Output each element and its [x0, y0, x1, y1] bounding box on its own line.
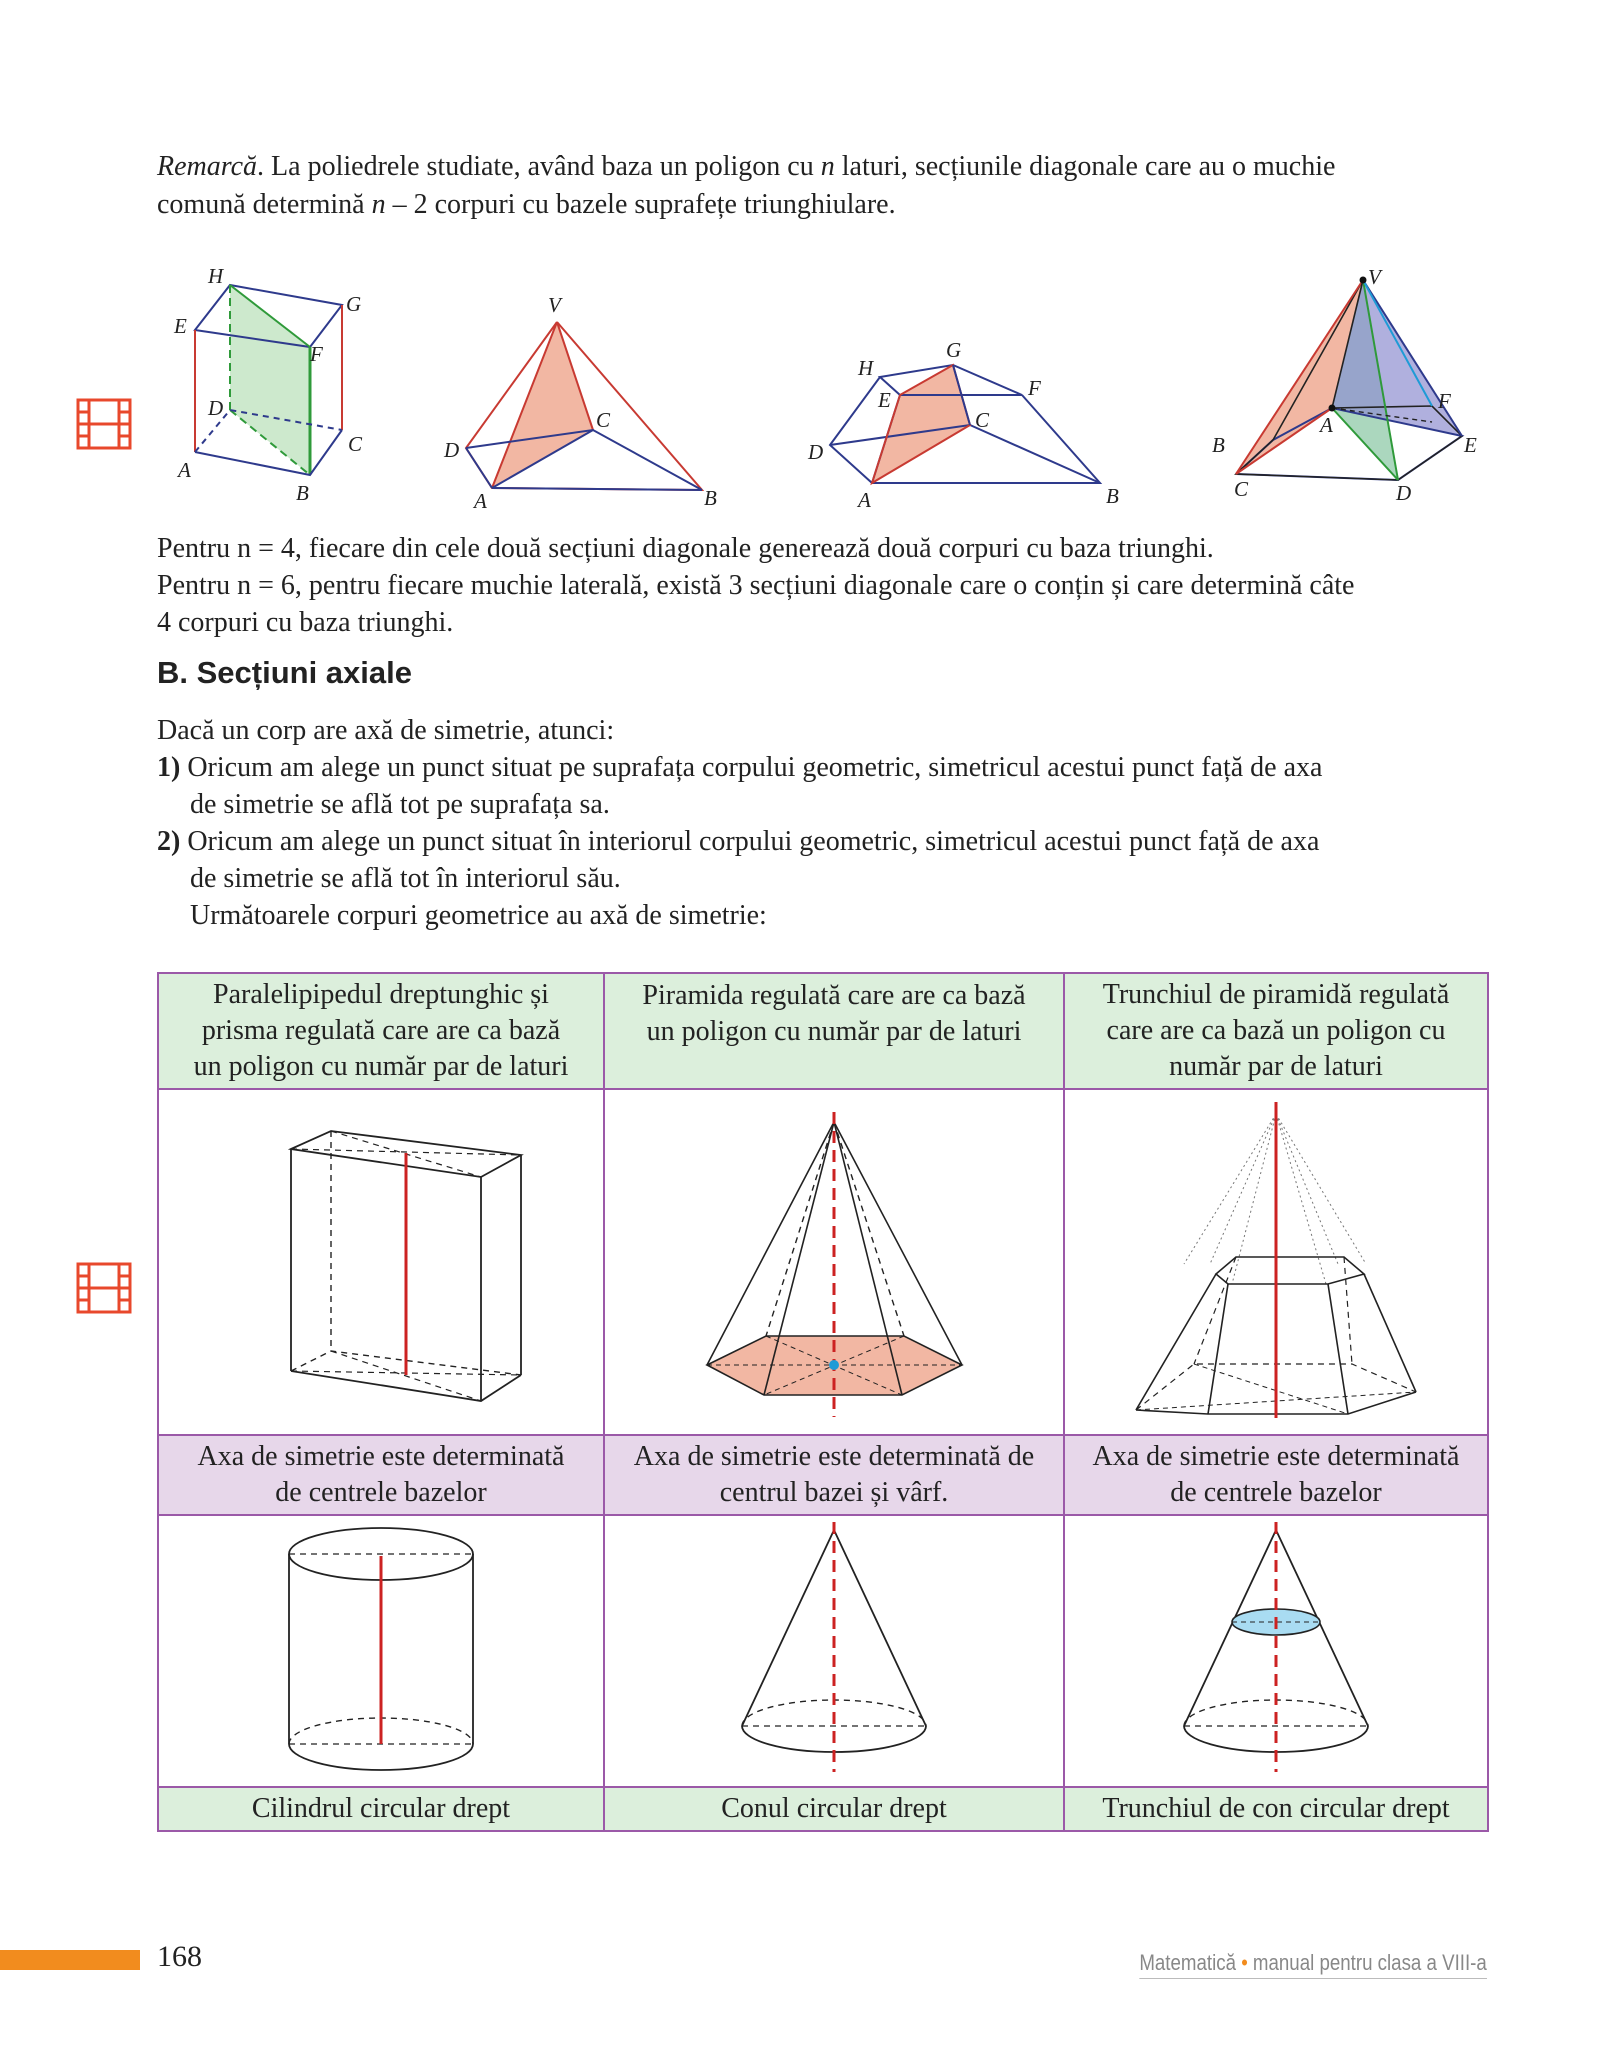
frustum-figure-cell	[1064, 1089, 1488, 1435]
pyramid-frustum-axis-figure	[1126, 1092, 1426, 1422]
vertex-label: E	[878, 388, 891, 412]
section-lead: Următoarele corpuri geometrice au axă de simetrie:	[190, 900, 767, 931]
vertex-label: B	[296, 481, 309, 505]
cone-axis-figure	[724, 1516, 944, 1776]
cylinder-figure-cell	[158, 1515, 604, 1787]
vertex-label: G	[946, 338, 962, 362]
vertex-label: B	[1106, 484, 1119, 508]
film-icon[interactable]	[76, 398, 132, 450]
vertex-label: B	[1212, 433, 1225, 457]
list-item-2: 2) Oricum am alege un punct situat în interiorul corpului geometric, simetricul acestui punct față de axa	[157, 826, 1320, 857]
body-name-cell: Trunchiul de con circular drept	[1064, 1787, 1488, 1831]
film-icon[interactable]	[76, 1262, 132, 1314]
list-item-1: 1) Oricum am alege un punct situat pe suprafața corpului geometric, simetricul acestui punct față de axa	[157, 752, 1323, 783]
vertex-label: F	[310, 342, 323, 366]
vertex-label: A	[178, 458, 191, 482]
header-cell: Piramida regulată care are ca bază un poligon cu număr par de laturi	[604, 973, 1064, 1089]
pyramid-figure-cell	[604, 1089, 1064, 1435]
cylinder-axis-figure	[271, 1516, 491, 1776]
book-title: Matematică • manual pentru clasa a VIII-a	[1140, 1950, 1487, 1979]
footer-accent-bar	[0, 1950, 140, 1970]
cone-frustum-figure-cell	[1064, 1515, 1488, 1787]
header-cell: Trunchiul de piramidă regulată care are ca bază un poligon cu număr par de laturi	[1064, 973, 1488, 1089]
paragraph-n6: Pentru n = 6, pentru fiecare muchie laterală, există 3 secțiuni diagonale care o conțin și care determină câte	[157, 570, 1355, 601]
vertex-label: A	[858, 488, 871, 512]
vertex-label: D	[208, 396, 224, 420]
vertex-label: H	[208, 264, 224, 288]
hex-pyramid-axis-figure	[684, 1092, 984, 1422]
vertex-label: D	[444, 438, 460, 462]
vertex-label: C	[596, 408, 611, 432]
vertex-label: A	[1320, 413, 1333, 437]
hex-pyramid-sections-figure	[1200, 262, 1500, 517]
bullet-icon: •	[1241, 1950, 1248, 1975]
vertex-label: E	[1464, 433, 1477, 457]
vertex-label: D	[808, 440, 824, 464]
cone-frustum-axis-figure	[1166, 1516, 1386, 1776]
vertex-label: F	[1438, 389, 1451, 413]
vertex-label: H	[858, 356, 874, 380]
vertex-label: D	[1396, 481, 1412, 505]
paragraph-n6-cont: 4 corpuri cu baza triunghi.	[157, 607, 454, 638]
vertex-label: V	[1368, 265, 1381, 289]
list-item-1-cont: de simetrie se află tot pe suprafața sa.	[190, 789, 610, 820]
vertex-label: E	[174, 314, 187, 338]
vertex-label: F	[1028, 376, 1041, 400]
axis-note-cell: Axa de simetrie este determinată de centrul bazei și vârf.	[604, 1435, 1064, 1515]
frustum-diagonal-section-figure	[800, 335, 1130, 515]
vertex-label: C	[1234, 477, 1249, 501]
vertex-label: C	[348, 432, 363, 456]
axis-note-cell: Axa de simetrie este determinată de centrele bazelor	[158, 1435, 604, 1515]
page-number: 168	[157, 1940, 202, 1973]
header-cell: Paralelipipedul dreptunghic și prisma regulată care are ca bază un poligon cu număr par de laturi	[158, 973, 604, 1089]
cuboid-axis-figure	[231, 1097, 531, 1417]
body-name-cell: Conul circular drept	[604, 1787, 1064, 1831]
section-title: B. Secțiuni axiale	[157, 655, 412, 690]
list-item-2-cont: de simetrie se află tot în interiorul său.	[190, 863, 621, 894]
vertex-label: G	[346, 292, 362, 316]
symmetry-bodies-table	[157, 972, 1489, 1832]
remark-label: Remarcă	[157, 151, 258, 182]
vertex-label: V	[548, 293, 561, 317]
vertex-label: A	[474, 489, 487, 513]
vertex-label: B	[704, 486, 717, 510]
axis-note-cell: Axa de simetrie este determinată de centrele bazelor	[1064, 1435, 1488, 1515]
pyramid-diagonal-section-figure	[430, 290, 730, 515]
cone-figure-cell	[604, 1515, 1064, 1787]
box-figure-cell	[158, 1089, 604, 1435]
body-name-cell: Cilindrul circular drept	[158, 1787, 604, 1831]
prism-diagonal-section-figure	[160, 255, 390, 515]
vertex-label: C	[975, 408, 990, 432]
paragraph-n4: Pentru n = 4, fiecare din cele două secțiuni diagonale generează două corpuri cu baza triunghi.	[157, 533, 1214, 564]
section-intro: Dacă un corp are axă de simetrie, atunci:	[157, 715, 615, 746]
remark-line-1: Remarcă. La poliedrele studiate, având baza un poligon cu n laturi, secțiunile diagonale care au o muchie	[157, 151, 1336, 182]
remark-line-2: comună determină n – 2 corpuri cu bazele suprafețe triunghiulare.	[157, 189, 896, 220]
